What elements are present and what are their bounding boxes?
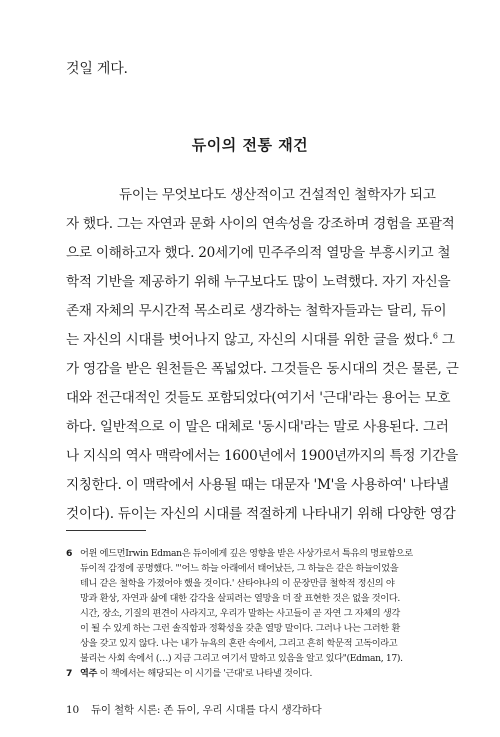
- body-line: 하다. 일반적으로 이 말은 대체로 '동시대'라는 말로 사용된다. 그러: [66, 419, 449, 435]
- footnote-line: [80, 666, 312, 681]
- page-number: 10: [66, 704, 79, 716]
- body-line: 듀이는 무엇보다도 생산적이고 건설적인 철학자가 되고: [119, 187, 436, 203]
- footnote-number: 7: [66, 668, 73, 679]
- body-line: 대와 전근대적인 것들도 포함되었다(여기서 '근대'라는 용어는 모호: [66, 390, 451, 406]
- translator-note-label: 역주: [80, 668, 98, 679]
- body-line-with-note: [66, 330, 455, 350]
- footnote-line: 테니 같은 철학을 가졌어야 했을 것이다.' 산타야나의 이 문장만큼 철학적 정신의 야: [80, 578, 395, 589]
- section-heading: 듀이의 전통 재건: [191, 136, 309, 154]
- body-line: 학적 기반을 제공하기 위해 누구보다도 많이 노력했다. 자기 자신을: [66, 274, 451, 290]
- footnote-line: 어윈 에드먼Irwin Edman은 듀이에게 깊은 영향을 받은 사상가로서 특유의 명료함으로: [80, 548, 413, 559]
- footnote-line: 듀이적 감정에 공명했다. "'어느 하늘 아래에서 태어났든, 그 하늘은 같은 하늘이었을: [80, 563, 399, 574]
- intro-line: 것일 게다.: [66, 61, 128, 77]
- page-footer: [66, 702, 321, 717]
- body-line: 것이다). 듀이는 자신의 시대를 적절하게 나타내기 위해 다양한 영감: [66, 506, 456, 522]
- body-line: 지칭한다. 이 맥락에서 사용될 때는 대문자 'M'을 사용하여' 나타낼: [66, 477, 449, 493]
- footnote-line: 망과 환상, 자연과 삶에 대한 감각을 살피려는 열망을 더 잘 표현한 것은 없을 것이다.: [80, 593, 400, 604]
- body-line: 자 했다. 그는 자연과 문화 사이의 연속성을 강조하며 경험을 포괄적: [66, 216, 455, 232]
- translator-note-text: 이 책에서는 해당되는 이 시기를 '근대'로 나타낼 것이다.: [97, 668, 313, 679]
- body-line: 는 자신의 시대를 벗어나지 않고, 자신의 시대를 위한 글을 썼다.: [66, 332, 433, 348]
- body-line: 으로 이해하고자 했다. 20세기에 민주주의적 열망을 부흥시키고 철: [66, 245, 451, 261]
- footnote-divider: [66, 530, 146, 531]
- body-line: 나 지식의 역사 맥락에서는 1600년에서 1900년까지의 특정 기간을: [66, 448, 458, 464]
- running-title: 듀이 철학 시론: 존 듀이, 우리 시대를 다시 생각하다: [90, 704, 322, 716]
- footnote-line: 상을 갖고 있지 않다. 나는 내가 뉴욕의 혼란 속에서, 그리고 흔히 학문적 고독이라고: [80, 638, 398, 649]
- footnote-number: 6: [66, 548, 73, 559]
- body-line-tail: 그: [437, 332, 455, 348]
- body-line: 존재 자체의 무시간적 목소리로 생각하는 철학자들과는 달리, 듀이: [66, 303, 447, 319]
- footnote-line: 불리는 사회 속에서 (…) 지금 그리고 여기서 말하고 있음을 알고 있다"(Edman, 17).: [80, 653, 403, 664]
- body-line: 가 영감을 받은 원천들은 폭넓었다. 그것들은 동시대의 것은 물론, 근: [66, 361, 459, 377]
- footnote-line: 이 될 수 있게 하는 그런 솔직함과 정확성을 갖춘 열망 말이다. 그러나 나는 그러한 환: [80, 623, 400, 634]
- footnote-line: 시간, 장소, 기질의 편견이 사라지고, 우리가 말하는 사고들이 곧 자연 그 자체의 생각: [80, 608, 400, 619]
- footnote-ref[interactable]: 6: [432, 331, 438, 341]
